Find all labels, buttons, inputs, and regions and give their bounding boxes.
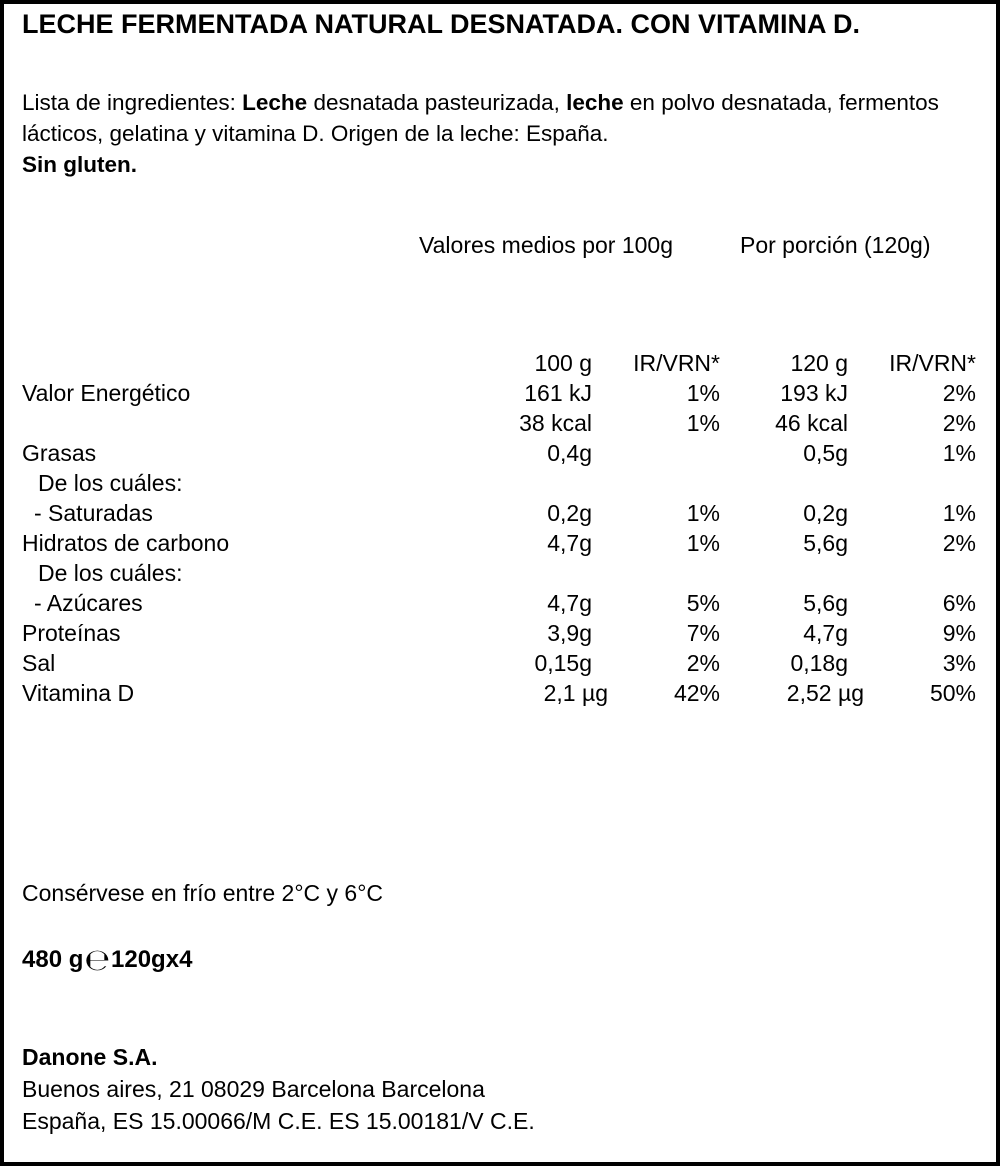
ir-100g: 2% (686, 650, 720, 676)
ingredients-part-1: desnatada pasteurizada, (307, 90, 567, 115)
ir-portion: 2% (942, 530, 976, 556)
company-name: Danone S.A. (22, 1044, 158, 1070)
ir-portion: 2% (942, 410, 976, 436)
value-portion: 0,5g (803, 440, 848, 466)
allergen-leche: Leche (242, 90, 308, 115)
ir-100g: 5% (686, 590, 720, 616)
ir-100g: 1% (686, 500, 720, 526)
ir-100g: 1% (686, 410, 720, 436)
table-row (4, 378, 1000, 408)
nutrient-sublabel: De los cuáles: (38, 560, 183, 586)
table-row (4, 648, 1000, 678)
ir-portion: 3% (942, 650, 976, 676)
ir-portion: 1% (942, 440, 976, 466)
col-header-100g: 100 g (534, 350, 592, 376)
product-title: LECHE FERMENTADA NATURAL DESNATADA. CON VITAMINA D. (22, 9, 860, 39)
table-row (4, 468, 1000, 498)
value-portion: 5,6g (803, 590, 848, 616)
col-header-ir-100g: IR/VRN* (633, 350, 720, 376)
value-portion: 2,52 µg (786, 680, 864, 706)
company-registry: España, ES 15.00066/M C.E. ES 15.00181/V C.E. (22, 1108, 535, 1134)
nutrient-label: Sal (22, 650, 56, 676)
net-weight-value: 480 g (22, 946, 84, 973)
header-per-100g: Valores medios por 100g (419, 232, 673, 258)
ir-100g: 1% (686, 380, 720, 406)
table-row (4, 678, 1000, 708)
nutrient-label: Proteínas (22, 620, 121, 646)
ir-portion: 50% (929, 680, 976, 706)
table-row (4, 528, 1000, 558)
value-portion: 0,2g (803, 500, 848, 526)
table-row (4, 438, 1000, 468)
ir-portion: 2% (942, 380, 976, 406)
net-weight-pack: 120gx4 (111, 946, 193, 973)
nutrient-label: Hidratos de carbono (22, 530, 230, 556)
nutrient-sublabel: De los cuáles: (38, 470, 183, 496)
ir-portion: 9% (942, 620, 976, 646)
company-address: Buenos aires, 21 08029 Barcelona Barcelona (22, 1076, 485, 1102)
ingredients-prefix: Lista de ingredientes: (22, 90, 243, 115)
table-row (4, 618, 1000, 648)
col-header-120g: 120 g (790, 350, 848, 376)
value-100g: 3,9g (547, 620, 592, 646)
value-100g: 0,4g (547, 440, 592, 466)
estimated-sign-icon: ℮ (84, 943, 111, 978)
value-portion: 0,18g (790, 650, 848, 676)
value-100g: 0,2g (547, 500, 592, 526)
table-row (4, 558, 1000, 588)
nutrient-label: Valor Energético (22, 380, 191, 406)
table-row (4, 408, 1000, 438)
net-weight (22, 943, 193, 978)
nutrient-label: - Saturadas (34, 500, 153, 526)
allergen-leche-2: leche (566, 90, 624, 115)
value-100g: 0,15g (534, 650, 592, 676)
nutrient-label: - Azúcares (34, 590, 143, 616)
value-100g: 38 kcal (519, 410, 592, 436)
ir-100g: 7% (686, 620, 720, 646)
ir-100g: 42% (673, 680, 720, 706)
gluten-free-note: Sin gluten. (22, 152, 137, 177)
table-row (4, 498, 1000, 528)
value-100g: 4,7g (547, 530, 592, 556)
value-100g: 2,1 µg (543, 680, 608, 706)
value-100g: 4,7g (547, 590, 592, 616)
column-header-row (4, 348, 1000, 378)
ir-portion: 6% (942, 590, 976, 616)
value-portion: 193 kJ (780, 380, 848, 406)
value-100g: 161 kJ (524, 380, 592, 406)
nutrient-label: Grasas (22, 440, 97, 466)
nutrient-label: Vitamina D (22, 680, 135, 706)
ir-portion: 1% (942, 500, 976, 526)
table-row (4, 588, 1000, 618)
value-portion: 5,6g (803, 530, 848, 556)
value-portion: 46 kcal (775, 410, 848, 436)
ir-100g: 1% (686, 530, 720, 556)
ingredients-list (22, 87, 982, 180)
header-per-portion: Por porción (120g) (740, 232, 931, 258)
col-header-ir-120g: IR/VRN* (889, 350, 976, 376)
value-portion: 4,7g (803, 620, 848, 646)
storage-instructions: Consérvese en frío entre 2°C y 6°C (22, 880, 384, 906)
ingredients-part-2: en polvo desnatada, fermentos lácticos, gelatina y vitamina D. Origen de la leche: España. (22, 90, 939, 146)
